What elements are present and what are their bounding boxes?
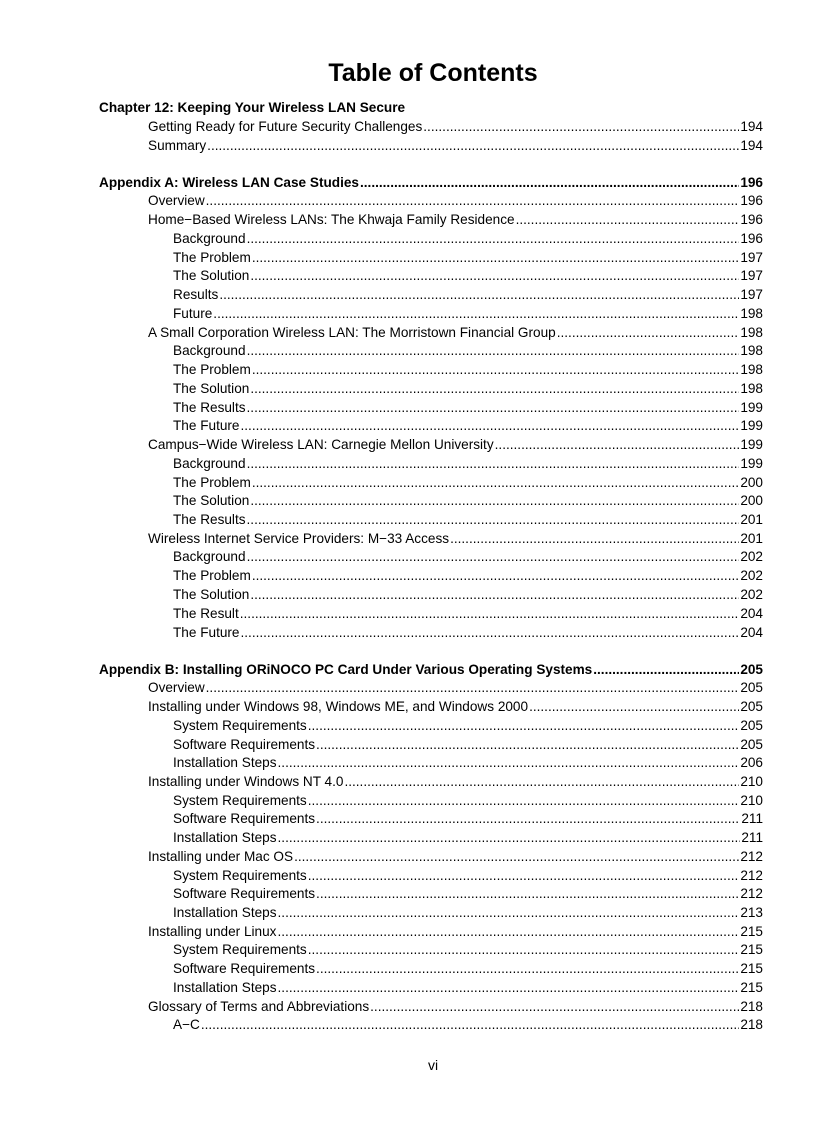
- dot-leader: [360, 173, 739, 192]
- toc-subentry[interactable]: [173, 903, 763, 922]
- dot-leader: [213, 304, 739, 323]
- toc-page-number: 213: [740, 905, 763, 920]
- toc-entry-label: Installing under Windows 98, Windows ME, and Windows 2000: [148, 699, 529, 714]
- toc-entry-label: Appendix A: Wireless LAN Case Studies: [99, 175, 359, 190]
- dot-leader: [250, 491, 739, 510]
- toc-page-number: 205: [740, 662, 763, 677]
- toc-entry-label: Overview: [148, 193, 205, 208]
- dot-leader: [370, 997, 739, 1016]
- dot-leader: [278, 828, 741, 847]
- toc-entry[interactable]: [148, 191, 763, 210]
- toc-page-number: 199: [740, 400, 763, 415]
- toc-page-number: 205: [740, 699, 763, 714]
- toc-subentry[interactable]: [173, 884, 763, 903]
- dot-leader: [241, 623, 740, 642]
- toc-entry[interactable]: [148, 210, 763, 229]
- toc-entry-label: The Results: [173, 512, 246, 527]
- toc-subentry[interactable]: [173, 959, 763, 978]
- toc-subentry[interactable]: [173, 473, 763, 492]
- dot-leader: [423, 117, 739, 136]
- dot-leader: [495, 435, 740, 454]
- dot-leader: [308, 791, 740, 810]
- toc-section-heading[interactable]: [99, 660, 763, 679]
- toc-page-number: 202: [740, 587, 763, 602]
- toc-page-number: 215: [740, 961, 763, 976]
- dot-leader: [206, 678, 740, 697]
- dot-leader: [207, 136, 739, 155]
- toc-entry-label: The Solution: [173, 268, 250, 283]
- dot-leader: [247, 454, 740, 473]
- toc-entry-label: Installing under Mac OS: [148, 849, 294, 864]
- dot-leader: [316, 884, 739, 903]
- toc-entry-label: Getting Ready for Future Security Challenges: [148, 119, 423, 134]
- toc-page-number: 215: [740, 942, 763, 957]
- toc-entry-label: Background: [173, 231, 246, 246]
- toc-page-number: 197: [740, 250, 763, 265]
- toc-entry-label: Software Requirements: [173, 811, 316, 826]
- toc-subentry[interactable]: [173, 547, 763, 566]
- dot-leader: [278, 903, 740, 922]
- toc-entry-label: Appendix B: Installing ORiNOCO PC Card Under Various Operating Systems: [99, 662, 593, 677]
- toc-subentry[interactable]: [173, 510, 763, 529]
- toc-page-number: 205: [740, 737, 763, 752]
- toc-page-number: 194: [740, 119, 763, 134]
- toc-entry-label: The Problem: [173, 250, 251, 265]
- toc-page-number: 196: [740, 231, 763, 246]
- toc-entry-label: The Solution: [173, 381, 250, 396]
- toc-entry-label: Overview: [148, 680, 205, 695]
- toc-page-number: 198: [740, 362, 763, 377]
- dot-leader: [316, 735, 739, 754]
- toc-subentry[interactable]: [173, 416, 763, 435]
- toc-entry-label: Glossary of Terms and Abbreviations: [148, 999, 370, 1014]
- toc-subentry[interactable]: [173, 604, 763, 623]
- toc-page-number: 196: [740, 175, 763, 190]
- toc-subentry[interactable]: [173, 716, 763, 735]
- toc-subentry[interactable]: [173, 809, 763, 828]
- toc-entry-label: Software Requirements: [173, 961, 316, 976]
- toc-subentry[interactable]: [173, 491, 763, 510]
- toc-page-number: 218: [740, 999, 763, 1014]
- toc-entry[interactable]: [148, 922, 763, 941]
- dot-leader: [247, 547, 740, 566]
- toc-page-number: 197: [740, 287, 763, 302]
- toc-subentry[interactable]: [173, 735, 763, 754]
- toc-entry[interactable]: [148, 136, 763, 155]
- dot-leader: [516, 210, 740, 229]
- toc-entry-label: System Requirements: [173, 793, 307, 808]
- dot-leader: [250, 379, 739, 398]
- toc-entry-label: Summary: [148, 138, 207, 153]
- toc-subentry[interactable]: [173, 379, 763, 398]
- toc-entry[interactable]: [148, 772, 763, 791]
- toc-page-number: 205: [740, 680, 763, 695]
- dot-leader: [344, 772, 739, 791]
- toc-entry-label: Installation Steps: [173, 905, 277, 920]
- toc-subentry[interactable]: [173, 585, 763, 604]
- toc-subentry[interactable]: [173, 229, 763, 248]
- toc-subentry[interactable]: [173, 360, 763, 379]
- toc-page-number: 198: [740, 343, 763, 358]
- dot-leader: [241, 416, 740, 435]
- toc-page-number: 204: [740, 625, 763, 640]
- dot-leader: [450, 529, 739, 548]
- dot-leader: [316, 809, 740, 828]
- toc-page-number: 211: [741, 811, 763, 826]
- toc-page-number: 200: [740, 475, 763, 490]
- toc-entry-label: Installation Steps: [173, 755, 277, 770]
- toc-entry-label: The Problem: [173, 568, 251, 583]
- toc-entry-label: The Problem: [173, 475, 251, 490]
- toc-page-number: 199: [740, 418, 763, 433]
- dot-leader: [252, 566, 739, 585]
- toc-entry-label: The Result: [173, 606, 239, 621]
- toc-page-number: 199: [740, 456, 763, 471]
- toc-subentry[interactable]: [173, 623, 763, 642]
- dot-leader: [250, 585, 739, 604]
- toc-page-number: 210: [740, 774, 763, 789]
- toc-page-number: 198: [740, 325, 763, 340]
- toc-page-number: 218: [740, 1017, 763, 1032]
- toc-subentry[interactable]: [173, 791, 763, 810]
- toc-entry-label: Chapter 12: Keeping Your Wireless LAN Secure: [99, 100, 406, 115]
- dot-leader: [278, 753, 740, 772]
- toc-page-number: 202: [740, 568, 763, 583]
- dot-leader: [593, 660, 739, 679]
- toc-entry[interactable]: [148, 678, 763, 697]
- toc-subentry[interactable]: [173, 304, 763, 323]
- toc-section-heading[interactable]: [99, 98, 763, 117]
- toc-page-number: 212: [740, 849, 763, 864]
- toc-entry-label: Software Requirements: [173, 886, 316, 901]
- toc-subentry[interactable]: [173, 978, 763, 997]
- toc-entry-label: Future: [173, 306, 213, 321]
- dot-leader: [201, 1015, 739, 1034]
- toc-page-number: 196: [740, 193, 763, 208]
- dot-leader: [278, 978, 740, 997]
- toc-entry-label: Wireless Internet Service Providers: M−33 Access: [148, 531, 450, 546]
- toc-page-number: 205: [740, 718, 763, 733]
- toc-page-number: 211: [741, 830, 763, 845]
- toc-page-number: 202: [740, 549, 763, 564]
- toc-entry-label: System Requirements: [173, 718, 307, 733]
- dot-leader: [247, 341, 740, 360]
- toc-subentry[interactable]: [173, 266, 763, 285]
- dot-leader: [252, 473, 739, 492]
- toc-page-number: 194: [740, 138, 763, 153]
- page-title: Table of Contents: [328, 59, 538, 87]
- toc-entry-label: System Requirements: [173, 868, 307, 883]
- dot-leader: [247, 229, 740, 248]
- toc-entry[interactable]: [148, 997, 763, 1016]
- toc-section-heading[interactable]: [99, 173, 763, 192]
- toc-entry[interactable]: [148, 435, 763, 454]
- toc-subentry[interactable]: [173, 454, 763, 473]
- toc-entry-label: Installation Steps: [173, 980, 277, 995]
- toc-page-number: 206: [740, 755, 763, 770]
- toc-subentry[interactable]: [173, 248, 763, 267]
- dot-leader: [316, 959, 739, 978]
- toc-entry-label: Installing under Windows NT 4.0: [148, 774, 344, 789]
- toc-entry-label: Background: [173, 343, 246, 358]
- toc-subentry[interactable]: [173, 866, 763, 885]
- toc-subentry[interactable]: [173, 566, 763, 585]
- toc-subentry[interactable]: [173, 1015, 763, 1034]
- toc-entry-label: The Future: [173, 418, 240, 433]
- toc-entry[interactable]: [148, 529, 763, 548]
- toc-entry[interactable]: [148, 847, 763, 866]
- toc-page-number: 198: [740, 381, 763, 396]
- toc-page-number: 212: [740, 868, 763, 883]
- dot-leader: [252, 248, 739, 267]
- page-number: vi: [427, 1057, 439, 1073]
- dot-leader: [557, 323, 740, 342]
- dot-leader: [247, 398, 740, 417]
- toc-entry-label: Software Requirements: [173, 737, 316, 752]
- dot-leader: [240, 604, 740, 623]
- toc-entry-label: Campus−Wide Wireless LAN: Carnegie Mellon University: [148, 437, 494, 452]
- toc-page-number: 197: [740, 268, 763, 283]
- toc-page-number: 215: [740, 980, 763, 995]
- toc-entry-label: System Requirements: [173, 942, 307, 957]
- toc-page-number: 210: [740, 793, 763, 808]
- toc-page-number: 201: [740, 531, 763, 546]
- dot-leader: [252, 360, 739, 379]
- dot-leader: [308, 940, 740, 959]
- toc-subentry[interactable]: [173, 341, 763, 360]
- dot-leader: [294, 847, 739, 866]
- toc-entry-label: Installation Steps: [173, 830, 277, 845]
- toc-subentry[interactable]: [173, 753, 763, 772]
- toc-entry-label: Background: [173, 456, 246, 471]
- dot-leader: [277, 922, 739, 941]
- toc-entry-label: The Results: [173, 400, 246, 415]
- toc-entry-label: Installing under Linux: [148, 924, 277, 939]
- toc-entry-label: Home−Based Wireless LANs: The Khwaja Family Residence: [148, 212, 515, 227]
- dot-leader: [529, 697, 739, 716]
- toc-entry-label: The Solution: [173, 587, 250, 602]
- toc-subentry[interactable]: [173, 828, 763, 847]
- toc-entry[interactable]: [148, 117, 763, 136]
- toc-entry[interactable]: [148, 323, 763, 342]
- dot-leader: [219, 285, 739, 304]
- toc-subentry[interactable]: [173, 398, 763, 417]
- dot-leader: [247, 510, 740, 529]
- toc-page-number: 196: [740, 212, 763, 227]
- toc-page-number: 215: [740, 924, 763, 939]
- toc-page-number: 212: [740, 886, 763, 901]
- dot-leader: [308, 716, 740, 735]
- dot-leader: [308, 866, 740, 885]
- toc-entry-label: A Small Corporation Wireless LAN: The Morristown Financial Group: [148, 325, 556, 340]
- toc-entry-label: The Problem: [173, 362, 251, 377]
- toc-entry-label: Background: [173, 549, 246, 564]
- toc-page-number: 201: [740, 512, 763, 527]
- toc-entry-label: A−C: [173, 1017, 200, 1032]
- toc-entry-label: The Solution: [173, 493, 250, 508]
- toc-page-number: 204: [740, 606, 763, 621]
- toc-subentry[interactable]: [173, 940, 763, 959]
- toc-page-number: 198: [740, 306, 763, 321]
- toc-page-number: 199: [740, 437, 763, 452]
- toc-page-number: 200: [740, 493, 763, 508]
- toc-entry[interactable]: [148, 697, 763, 716]
- toc-entry-label: The Future: [173, 625, 240, 640]
- toc-subentry[interactable]: [173, 285, 763, 304]
- dot-leader: [206, 191, 740, 210]
- dot-leader: [250, 266, 739, 285]
- toc-entry-label: Results: [173, 287, 219, 302]
